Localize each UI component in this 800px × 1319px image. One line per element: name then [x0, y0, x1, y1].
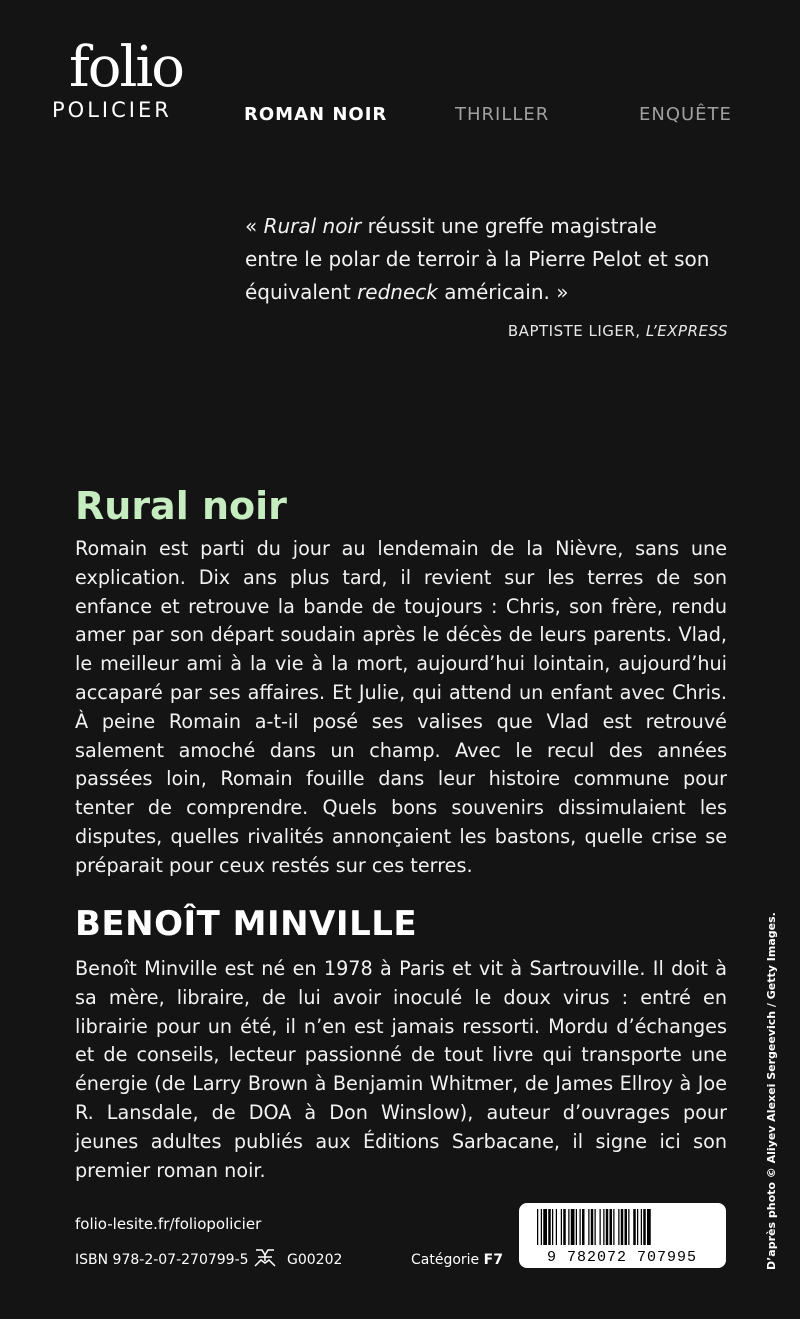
category: Catégorie F7 — [411, 1252, 503, 1268]
logo-sub: POLICIER — [52, 98, 172, 122]
isbn: ISBN 978-2-07-270799-5 — [75, 1252, 249, 1268]
barcode-number: 9 782072 707995 — [546, 1249, 698, 1266]
quote-book-title: Rural noir — [263, 214, 362, 238]
genre-roman-noir: ROMAN NOIR — [244, 104, 388, 125]
product-code: G00202 — [287, 1252, 343, 1268]
folio-policier-logo — [52, 35, 202, 122]
author-name: BENOÎT MINVILLE — [75, 904, 418, 944]
press-quote: « Rural noir réussit une greffe magistrale entre le polar de terroir à la Pierre Pelot et son équivalent redneck américain. » — [245, 214, 710, 304]
book-summary: Romain est parti du jour au lendemain de la Nièvre, sans une explication. Dix ans plus tard, il revient sur les terres de son enfance et retrouve la bande de toujours : Chris, son frère, rendu amer par son départ soudain après le décès de leurs parents. Vlad, le meilleur ami à la vie à la mort, aujourd’hui lointain, aujourd’hui accaparé par ses affaires. Et Julie, qui attend un enfant avec Chris. À peine Romain a-t-il posé ses valises que Vlad est retrouvé salement amoché dans un champ. Avec le recul des années passées loin, Romain fouille dans leur histoire commune pour tenter de comprendre. Quels bons souvenirs dissimulaient les disputes, quelles rivalités annonçaient les bastons, quelle crise se préparait pour ceux restés sur ces terres. — [75, 537, 727, 877]
barcode-graphic — [519, 1203, 726, 1268]
book-title: Rural noir — [75, 484, 287, 528]
quote-source: L’EXPRESS — [645, 322, 728, 340]
genre-thriller: THRILLER — [455, 104, 550, 125]
quote-attribution: BAPTISTE LIGER, L’EXPRESS — [507, 322, 728, 340]
genre-enquete: ENQUÊTE — [639, 104, 732, 125]
photo-credit: D’après photo © Aliyev Alexei Sergeevich / Getty Images. — [765, 912, 778, 1270]
logo-word: folio — [69, 35, 183, 100]
website-link[interactable]: folio-lesite.fr/foliopolicier — [75, 1215, 262, 1233]
author-bio: Benoît Minville est né en 1978 à Paris et vit à Sartrouville. Il doit à sa mère, libraire, de lui avoir inoculé le doux virus : entré en librairie pour un été, il n’en est jamais ressorti. Mordu d’échanges et de conseils, lecteur passionné de tout livre qui transporte une énergie (de Larry Brown à Benjamin Whitmer, de James Ellroy à Joe R. Lansdale, de DOA à Don Winslow), auteur d’ouvrages pour jeunes adultes publiés aux Éditions Sarbacane, il signe ici son premier roman noir. — [75, 957, 727, 1182]
gallimard-emblem-icon — [252, 1246, 278, 1270]
barcode — [519, 1203, 726, 1268]
